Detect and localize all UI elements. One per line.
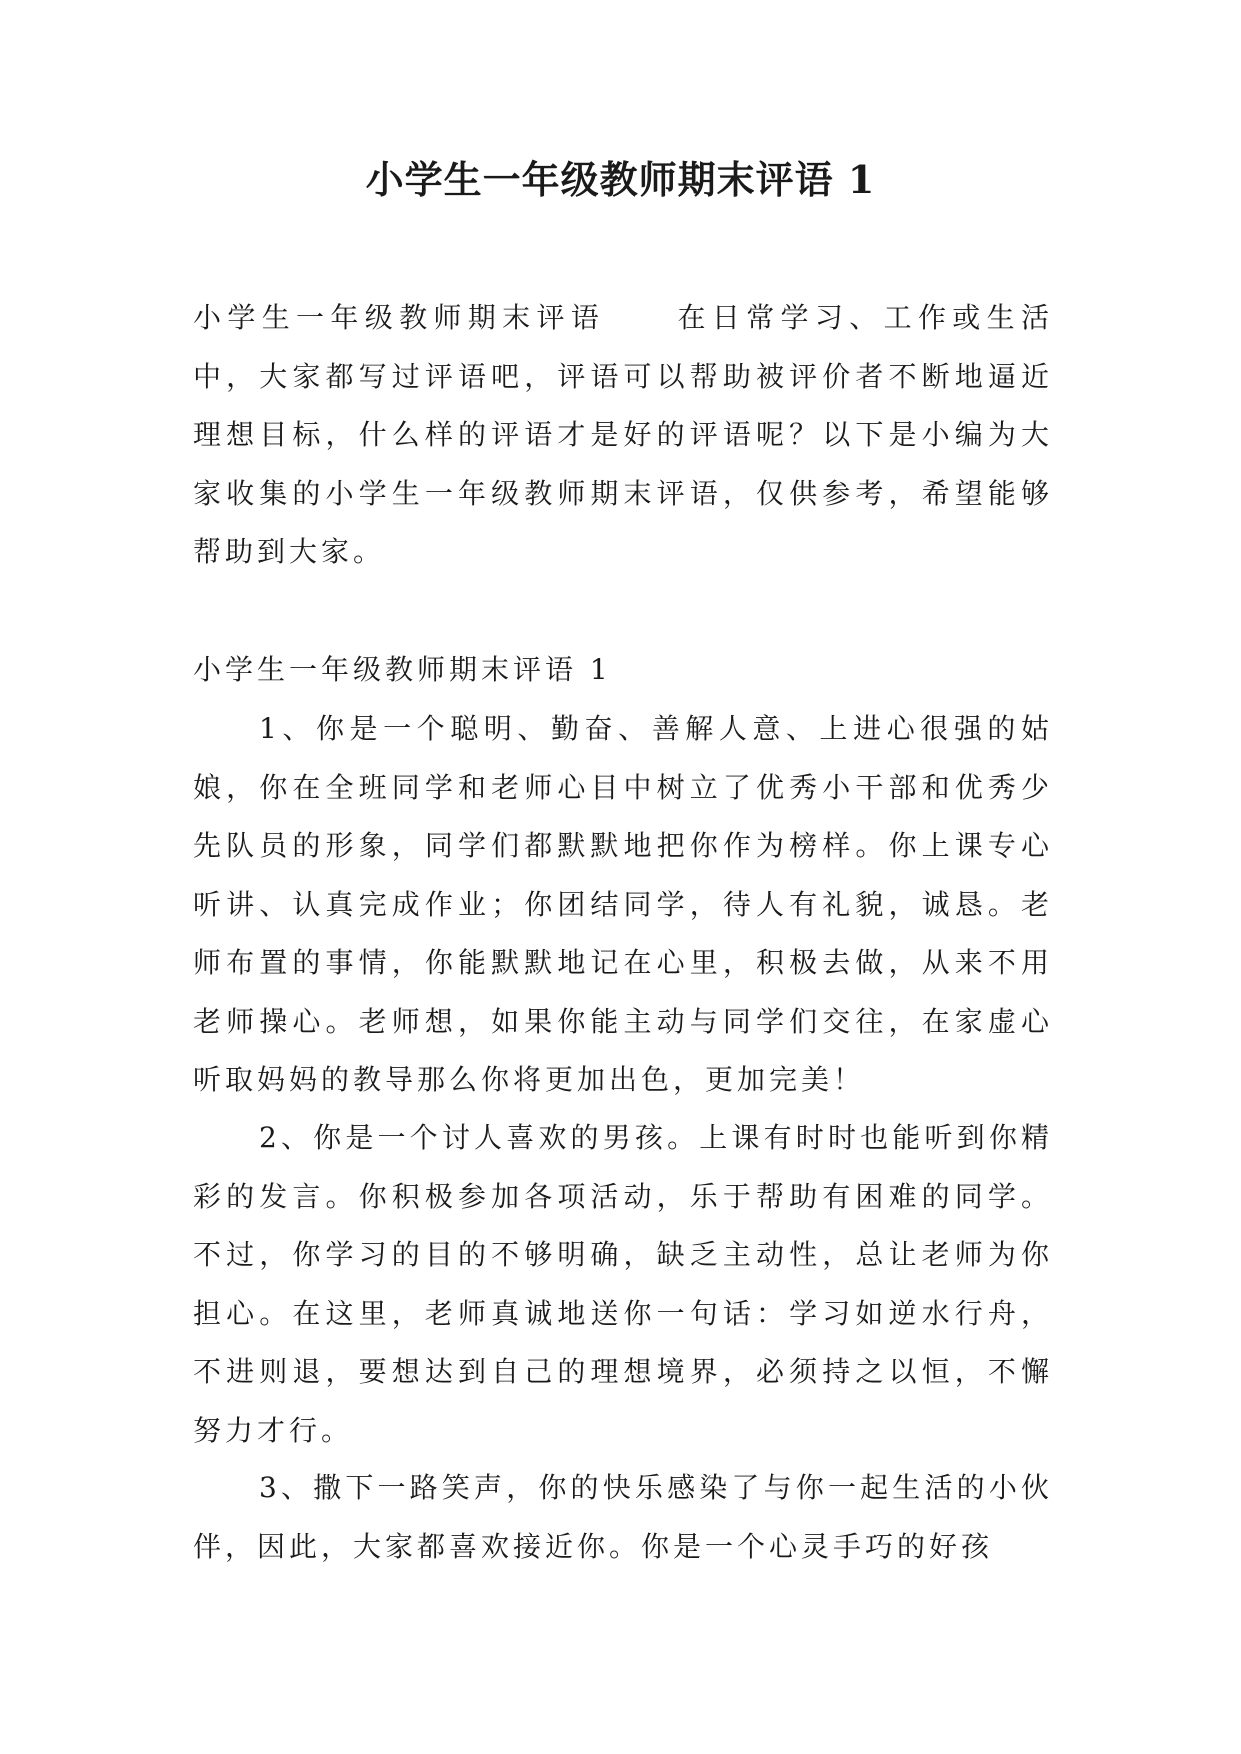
intro-label: 小学生一年级教师期末评语: [193, 301, 606, 334]
section-heading: 小学生一年级教师期末评语 1: [193, 653, 612, 686]
document-title: 小学生一年级教师期末评语 1: [365, 157, 876, 202]
intro-paragraph: [193, 289, 1053, 582]
intro-text: 在日常学习、工作或生活中，大家都写过评语吧，评语可以帮助被评价者不断地逼近理想目标，什么样的评语才是好的评语呢？以下是小编为大家收集的小学生一年级教师期末评语，仅供参考，希望能够帮助到大家。: [193, 301, 1053, 568]
comment-paragraph-3: 3、撒下一路笑声，你的快乐感染了与你一起生活的小伙伴，因此，大家都喜欢接近你。你是一个心灵手巧的好孩: [193, 1471, 1053, 1563]
comment-paragraph-2: 2、你是一个讨人喜欢的男孩。上课有时时也能听到你精彩的发言。你积极参加各项活动，乐于帮助有困难的同学。不过，你学习的目的不够明确，缺乏主动性，总让老师为你担心。在这里，老师真诚地送你一句话：学习如逆水行舟，不进则退，要想达到自己的理想境界，必须持之以恒，不懈努力才行。: [193, 1121, 1053, 1447]
comment-paragraph-1: 1、你是一个聪明、勤奋、善解人意、上进心很强的姑娘，你在全班同学和老师心目中树立了优秀小干部和优秀少先队员的形象，同学们都默默地把你作为榜样。你上课专心听讲、认真完成作业；你团结同学，待人有礼貌，诚恳。老师布置的事情，你能默默地记在心里，积极去做，从来不用老师操心。老师想，如果你能主动与同学们交往，在家虚心听取妈妈的教导那么你将更加出色，更加完美！: [193, 712, 1053, 1096]
